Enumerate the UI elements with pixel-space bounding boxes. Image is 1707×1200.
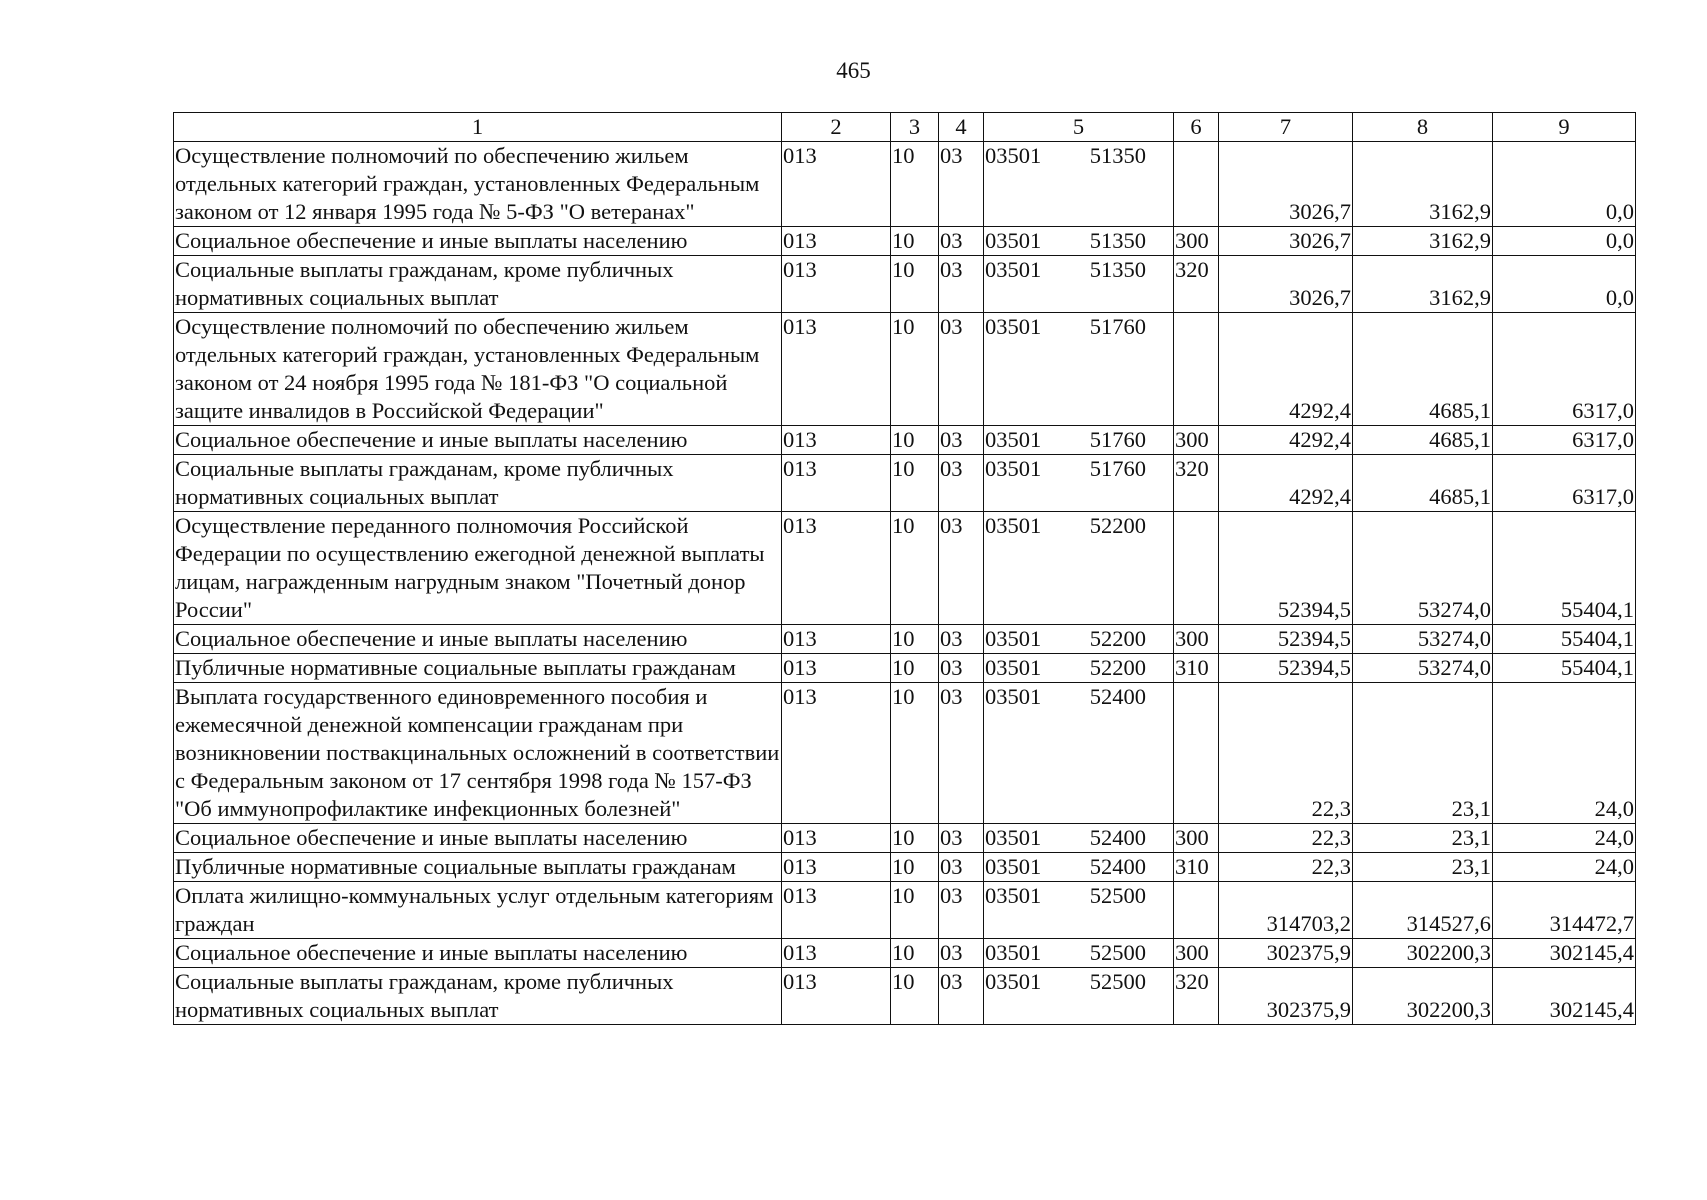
row-amount-year-1: 302375,9 [1219,968,1353,1025]
row-amount-year-2: 4685,1 [1353,455,1493,512]
row-ministry-code: 013 [782,512,891,625]
row-program-code: 03501 [985,427,1042,452]
row-amount-year-3: 55404,1 [1493,625,1636,654]
row-subsection-code: 03 [939,683,984,824]
row-expense-type [1174,683,1219,824]
row-ministry-code: 013 [782,227,891,256]
row-subsection-code: 03 [939,142,984,227]
row-program-code: 03501 [985,940,1042,965]
row-name: Социальное обеспечение и иные выплаты населению [174,824,782,853]
table-row [174,683,1636,824]
row-name: Социальное обеспечение и иные выплаты населению [174,939,782,968]
row-expense-type: 320 [1174,455,1219,512]
row-direction-code: 52400 [1089,825,1146,850]
row-section-code: 10 [891,426,939,455]
row-amount-year-2: 4685,1 [1353,426,1493,455]
row-name: Публичные нормативные социальные выплаты гражданам [174,654,782,683]
row-amount-year-2: 3162,9 [1353,256,1493,313]
row-target-article [984,853,1174,882]
row-expense-type: 310 [1174,853,1219,882]
row-amount-year-2: 302200,3 [1353,939,1493,968]
row-amount-year-1: 4292,4 [1219,455,1353,512]
row-name: Осуществление полномочий по обеспечению жильем отдельных категорий граждан, установленных Федеральным законом от 24 ноября 1995 года № 181-ФЗ "О социальной защите инвалидов в Российской Федерации" [174,313,782,426]
header-col-8: 8 [1353,113,1493,142]
row-section-code: 10 [891,142,939,227]
header-col-9: 9 [1493,113,1636,142]
row-amount-year-3: 24,0 [1493,683,1636,824]
row-amount-year-3: 6317,0 [1493,455,1636,512]
row-amount-year-3: 0,0 [1493,227,1636,256]
row-amount-year-3: 6317,0 [1493,313,1636,426]
row-amount-year-1: 314703,2 [1219,882,1353,939]
row-amount-year-2: 53274,0 [1353,654,1493,683]
row-subsection-code: 03 [939,227,984,256]
row-subsection-code: 03 [939,853,984,882]
row-amount-year-1: 3026,7 [1219,227,1353,256]
table-row [174,313,1636,426]
table-row [174,256,1636,313]
row-expense-type: 300 [1174,426,1219,455]
row-ministry-code: 013 [782,426,891,455]
row-section-code: 10 [891,227,939,256]
row-subsection-code: 03 [939,882,984,939]
row-section-code: 10 [891,939,939,968]
row-direction-code: 52200 [1089,626,1146,651]
row-ministry-code: 013 [782,853,891,882]
row-expense-type: 300 [1174,625,1219,654]
row-direction-code: 51760 [1089,427,1146,452]
row-ministry-code: 013 [782,625,891,654]
table-row [174,625,1636,654]
row-amount-year-3: 24,0 [1493,824,1636,853]
page-number: 465 [836,58,871,83]
row-amount-year-1: 22,3 [1219,824,1353,853]
row-name: Оплата жилищно-коммунальных услуг отдельным категориям граждан [174,882,782,939]
table-row [174,512,1636,625]
row-section-code: 10 [891,654,939,683]
row-direction-code: 52500 [1089,883,1146,908]
row-amount-year-1: 22,3 [1219,853,1353,882]
row-program-code: 03501 [985,257,1042,282]
row-amount-year-2: 3162,9 [1353,142,1493,227]
row-direction-code: 52200 [1089,513,1146,538]
row-direction-code: 51350 [1089,257,1146,282]
row-section-code: 10 [891,968,939,1025]
row-subsection-code: 03 [939,426,984,455]
row-amount-year-3: 0,0 [1493,142,1636,227]
row-direction-code: 51350 [1089,143,1146,168]
table-row [174,853,1636,882]
row-target-article [984,968,1174,1025]
row-program-code: 03501 [985,513,1042,538]
row-name: Социальное обеспечение и иные выплаты населению [174,426,782,455]
row-program-code: 03501 [985,228,1042,253]
header-col-6: 6 [1174,113,1219,142]
row-target-article [984,227,1174,256]
row-amount-year-1: 52394,5 [1219,625,1353,654]
row-program-code: 03501 [985,655,1042,680]
row-amount-year-2: 23,1 [1353,853,1493,882]
row-subsection-code: 03 [939,939,984,968]
row-section-code: 10 [891,313,939,426]
row-section-code: 10 [891,882,939,939]
header-col-3: 3 [891,113,939,142]
table-row [174,455,1636,512]
row-section-code: 10 [891,455,939,512]
row-amount-year-2: 314527,6 [1353,882,1493,939]
header-col-5: 5 [984,113,1174,142]
row-subsection-code: 03 [939,313,984,426]
row-amount-year-2: 23,1 [1353,683,1493,824]
row-direction-code: 51760 [1089,314,1146,339]
row-program-code: 03501 [985,969,1042,994]
row-expense-type: 300 [1174,939,1219,968]
header-col-4: 4 [939,113,984,142]
table-row [174,426,1636,455]
row-expense-type [1174,512,1219,625]
row-target-article [984,824,1174,853]
row-name: Социальные выплаты гражданам, кроме публичных нормативных социальных выплат [174,968,782,1025]
row-expense-type: 320 [1174,256,1219,313]
row-amount-year-3: 302145,4 [1493,968,1636,1025]
table-body [174,142,1636,1025]
row-direction-code: 51760 [1089,456,1146,481]
row-amount-year-1: 22,3 [1219,683,1353,824]
row-section-code: 10 [891,256,939,313]
row-target-article [984,654,1174,683]
row-direction-code: 52400 [1089,854,1146,879]
header-col-7: 7 [1219,113,1353,142]
row-ministry-code: 013 [782,654,891,683]
row-target-article [984,939,1174,968]
row-amount-year-2: 53274,0 [1353,625,1493,654]
table-row [174,882,1636,939]
table-row [174,939,1636,968]
table-row [174,227,1636,256]
budget-table [173,112,1636,1025]
row-amount-year-1: 3026,7 [1219,256,1353,313]
table-header-row [174,113,1636,142]
row-expense-type: 320 [1174,968,1219,1025]
row-section-code: 10 [891,512,939,625]
row-amount-year-2: 23,1 [1353,824,1493,853]
row-target-article [984,455,1174,512]
header-col-2: 2 [782,113,891,142]
row-program-code: 03501 [985,456,1042,481]
row-subsection-code: 03 [939,968,984,1025]
row-program-code: 03501 [985,854,1042,879]
row-target-article [984,625,1174,654]
row-amount-year-3: 0,0 [1493,256,1636,313]
row-expense-type: 300 [1174,227,1219,256]
row-amount-year-2: 302200,3 [1353,968,1493,1025]
row-expense-type [1174,142,1219,227]
row-name: Выплата государственного единовременного пособия и ежемесячной денежной компенсации гражданам при возникновении поствакцинальных осложнений в соответствии с Федеральным законом от 17 сентября 1998 года № 157-ФЗ "Об иммунопрофилактике инфекционных болезней" [174,683,782,824]
row-subsection-code: 03 [939,654,984,683]
row-target-article [984,426,1174,455]
row-name: Осуществление переданного полномочия Российской Федерации по осуществлению ежегодной денежной выплаты лицам, награжденным нагрудным знаком "Почетный донор России" [174,512,782,625]
row-amount-year-3: 55404,1 [1493,654,1636,683]
row-ministry-code: 013 [782,683,891,824]
row-name: Осуществление полномочий по обеспечению жильем отдельных категорий граждан, установленных Федеральным законом от 12 января 1995 года № 5-ФЗ "О ветеранах" [174,142,782,227]
row-expense-type: 310 [1174,654,1219,683]
row-expense-type [1174,882,1219,939]
row-program-code: 03501 [985,626,1042,651]
row-subsection-code: 03 [939,824,984,853]
row-program-code: 03501 [985,684,1042,709]
row-ministry-code: 013 [782,142,891,227]
row-section-code: 10 [891,625,939,654]
table-row [174,968,1636,1025]
row-direction-code: 52200 [1089,655,1146,680]
row-name: Социальное обеспечение и иные выплаты населению [174,625,782,654]
row-ministry-code: 013 [782,824,891,853]
row-ministry-code: 013 [782,939,891,968]
row-expense-type [1174,313,1219,426]
row-name: Социальные выплаты гражданам, кроме публичных нормативных социальных выплат [174,256,782,313]
row-section-code: 10 [891,683,939,824]
table-row [174,142,1636,227]
row-direction-code: 52500 [1089,940,1146,965]
row-program-code: 03501 [985,883,1042,908]
row-amount-year-3: 24,0 [1493,853,1636,882]
row-amount-year-3: 6317,0 [1493,426,1636,455]
row-program-code: 03501 [985,825,1042,850]
row-amount-year-2: 3162,9 [1353,227,1493,256]
row-direction-code: 52500 [1089,969,1146,994]
row-amount-year-1: 52394,5 [1219,654,1353,683]
row-direction-code: 51350 [1089,228,1146,253]
row-section-code: 10 [891,824,939,853]
row-expense-type: 300 [1174,824,1219,853]
row-subsection-code: 03 [939,256,984,313]
row-direction-code: 52400 [1089,684,1146,709]
row-ministry-code: 013 [782,455,891,512]
row-target-article [984,512,1174,625]
row-target-article [984,142,1174,227]
row-ministry-code: 013 [782,313,891,426]
row-subsection-code: 03 [939,455,984,512]
row-target-article [984,313,1174,426]
row-subsection-code: 03 [939,625,984,654]
row-amount-year-3: 302145,4 [1493,939,1636,968]
row-amount-year-1: 52394,5 [1219,512,1353,625]
row-name: Публичные нормативные социальные выплаты гражданам [174,853,782,882]
row-name: Социальное обеспечение и иные выплаты населению [174,227,782,256]
row-ministry-code: 013 [782,256,891,313]
row-amount-year-3: 314472,7 [1493,882,1636,939]
row-amount-year-2: 4685,1 [1353,313,1493,426]
row-program-code: 03501 [985,314,1042,339]
header-col-1: 1 [174,113,782,142]
row-target-article [984,683,1174,824]
row-target-article [984,256,1174,313]
row-amount-year-1: 3026,7 [1219,142,1353,227]
table-row [174,824,1636,853]
row-name: Социальные выплаты гражданам, кроме публичных нормативных социальных выплат [174,455,782,512]
row-subsection-code: 03 [939,512,984,625]
row-amount-year-1: 302375,9 [1219,939,1353,968]
row-amount-year-1: 4292,4 [1219,313,1353,426]
row-program-code: 03501 [985,143,1042,168]
row-section-code: 10 [891,853,939,882]
row-amount-year-1: 4292,4 [1219,426,1353,455]
row-ministry-code: 013 [782,968,891,1025]
row-amount-year-3: 55404,1 [1493,512,1636,625]
row-ministry-code: 013 [782,882,891,939]
table-row [174,654,1636,683]
row-amount-year-2: 53274,0 [1353,512,1493,625]
row-target-article [984,882,1174,939]
